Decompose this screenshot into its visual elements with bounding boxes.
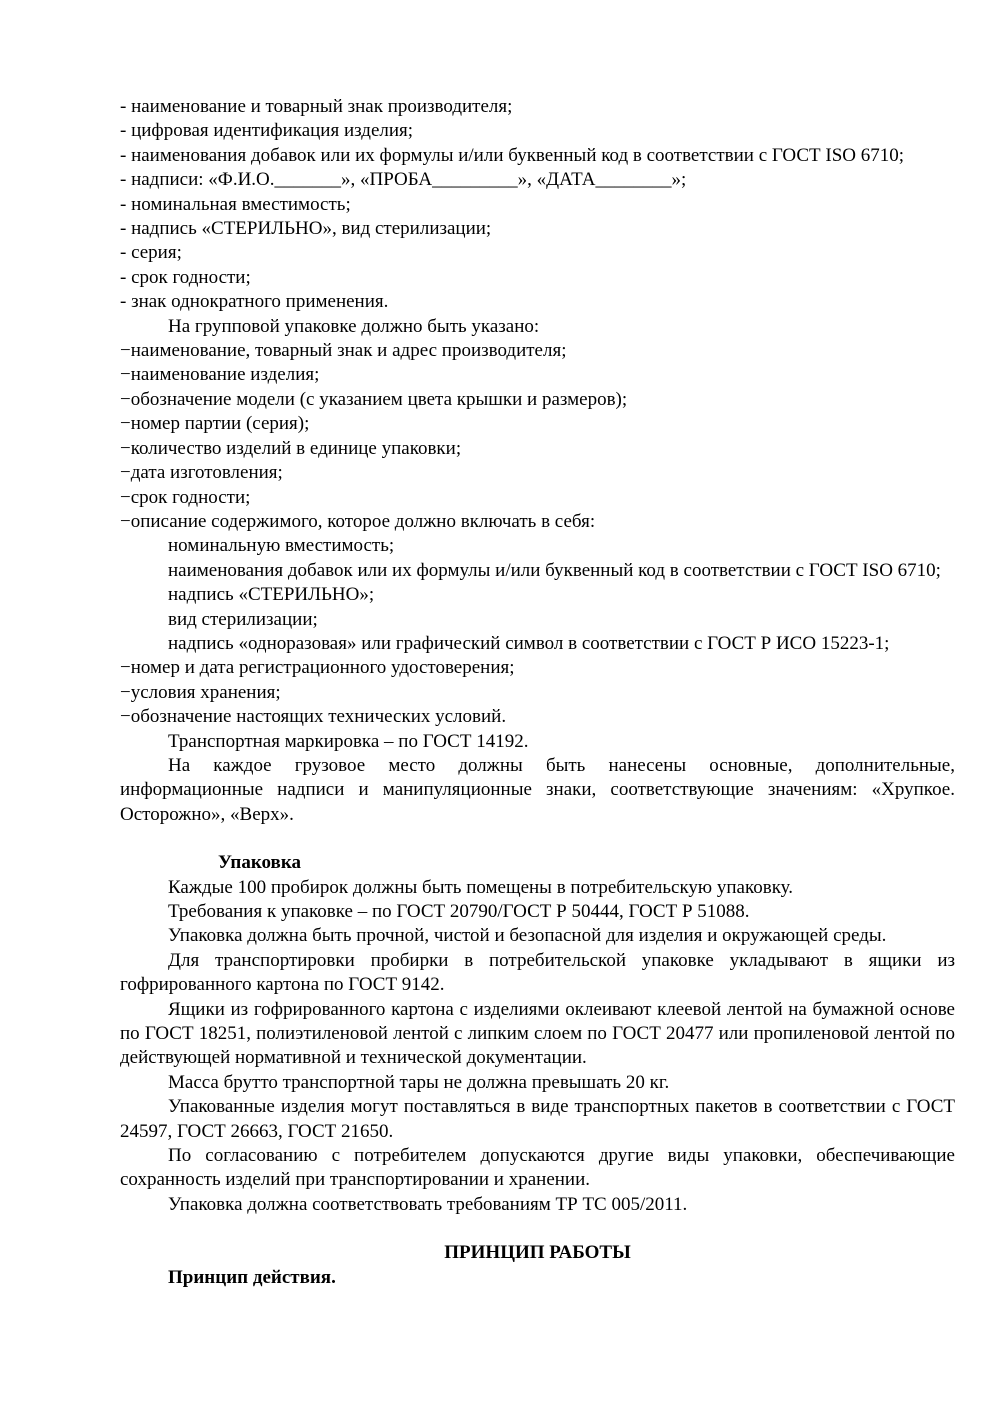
group-list-item: −количество изделий в единице упаковки; <box>120 437 462 459</box>
marking-list-item: - наименование и товарный знак производителя; <box>120 96 513 117</box>
marking-list-item: - наименования добавок или их формулы и/или буквенный код в соответствии с ГОСТ ISO 6710; <box>120 144 905 166</box>
content-sublist-item: надпись «одноразовая» или графический символ в соответствии с ГОСТ Р ИСО 15223-1; <box>168 632 890 654</box>
packaging-paragraph: По согласованию с потребителем допускаются другие виды упаковки, обеспечивающие сохранность изделий при транспортировании и хранении. <box>120 1145 955 1191</box>
marking-list-item: - цифровая идентификация изделия; <box>120 120 414 142</box>
packaging-paragraph: Требования к упаковке – по ГОСТ 20790/ГОСТ Р 50444, ГОСТ Р 51088. <box>168 901 750 922</box>
content-sublist-item: надпись «СТЕРИЛЬНО»; <box>168 584 375 606</box>
blank-line <box>120 827 955 851</box>
marking-list-item: - знак однократного применения. <box>120 291 389 313</box>
section-heading-principle: ПРИНЦИП РАБОТЫ <box>444 1242 631 1264</box>
section-heading-packaging: Упаковка <box>218 852 301 874</box>
group-list-item: −условия хранения; <box>120 681 281 703</box>
content-sublist-item: наименования добавок или их формулы и/или буквенный код в соответствии с ГОСТ ISO 6710; <box>168 559 941 581</box>
marking-list-item: - срок годности; <box>120 266 251 288</box>
group-packaging-intro: На групповой упаковке должно быть указано: <box>168 315 540 337</box>
subsection-heading-principle-action: Принцип действия. <box>168 1266 336 1288</box>
transport-paragraph: На каждое грузовое место должны быть нанесены основные, дополнительные, информационные надписи и манипуляционные знаки, соответствующие значениям: «Хрупкое. Осторожно», «Верх». <box>120 754 955 825</box>
group-list-item: −обозначение настоящих технических условий. <box>120 706 507 728</box>
transport-paragraph: Транспортная маркировка – по ГОСТ 14192. <box>168 730 529 752</box>
packaging-paragraph: Для транспортировки пробирки в потребительской упаковке укладывают в ящики из гофрированного картона по ГОСТ 9142. <box>120 949 955 996</box>
group-list-item: −дата изготовления; <box>120 462 283 484</box>
packaging-paragraph: Каждые 100 пробирок должны быть помещены в потребительскую упаковку. <box>168 876 794 898</box>
group-list-item: −наименование изделия; <box>120 364 320 386</box>
packaging-paragraph: Ящики из гофрированного картона с изделиями оклеивают клеевой лентой на бумажной основе по ГОСТ 18251, полиэтиленовой лентой с липким слоем по ГОСТ 20477 или пропиленовой лентой по действующей нормативной и технической документации. <box>120 998 955 1069</box>
group-list-item: −наименование, товарный знак и адрес производителя; <box>120 340 567 362</box>
marking-list-item: - серия; <box>120 242 182 264</box>
group-list-item: −номер и дата регистрационного удостоверения; <box>120 657 515 679</box>
marking-list-item: - номинальная вместимость; <box>120 193 351 215</box>
packaging-paragraph: Масса брутто транспортной тары не должна превышать 20 кг. <box>168 1071 670 1093</box>
group-list-item: −обозначение модели (с указанием цвета крышки и размеров); <box>120 388 628 410</box>
marking-list-item: - надписи: «Ф.И.О._______», «ПРОБА_________», «ДАТА________»; <box>120 169 687 191</box>
blank-line <box>120 1217 955 1241</box>
group-list-item: −описание содержимого, которое должно включать в себя: <box>120 510 596 532</box>
marking-list-item: - надпись «СТЕРИЛЬНО», вид стерилизации; <box>120 218 492 240</box>
content-sublist-item: вид стерилизации; <box>168 608 318 630</box>
group-list-item: −срок годности; <box>120 486 251 508</box>
packaging-paragraph: Упаковка должна быть прочной, чистой и безопасной для изделия и окружающей среды. <box>168 925 887 947</box>
packaging-paragraph: Упаковка должна соответствовать требованиям ТР ТС 005/2011. <box>168 1193 688 1215</box>
packaging-paragraph: Упакованные изделия могут поставляться в виде транспортных пакетов в соответствии с ГОСТ 24597, ГОСТ 26663, ГОСТ 21650. <box>120 1096 955 1142</box>
group-list-item: −номер партии (серия); <box>120 413 310 435</box>
content-sublist-item: номинальную вместимость; <box>168 535 395 557</box>
